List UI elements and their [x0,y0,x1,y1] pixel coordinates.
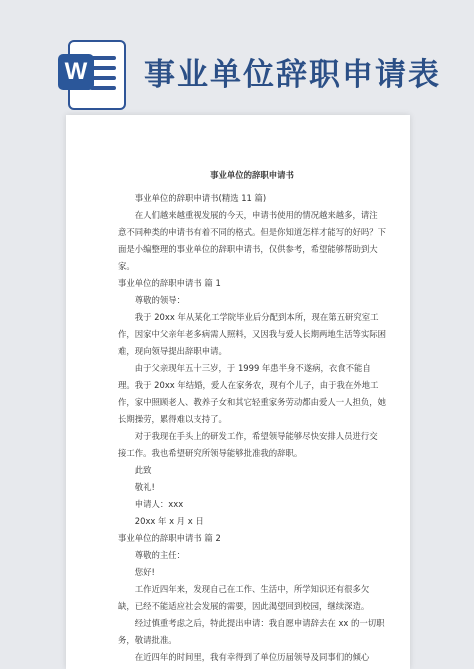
document-paragraph: 由于父亲现年五十三岁，于 1999 年患半身不遂病，衣食不能自理。我于 20xx 年结婚，爱人在家务农，现有个儿子，由于我在外地工作，家中照顾老人、教养子女和其它轻重家务劳动都由爱人一人担负，她长期操劳，累得难以支持了。 [118,363,386,424]
document-body [118,167,386,666]
document-paragraph: 您好! [134,567,155,577]
document-paragraph: 尊敬的主任： [134,550,186,560]
document-paragraph: 对于我现在手头上的研发工作，希望领导能够尽快安排人员进行交接工作。我也希望研究所领导能够批准我的辞职。 [118,431,378,458]
document-paragraph: 在人们越来越重视发展的今天，申请书使用的情况越来越多，请注意不同种类的申请书有着不同的格式。但是你知道怎样才能写的好吗？下面是小编整理的事业单位的辞职申请书，仅供参考，希望能够帮助到大家。 [118,210,386,271]
document-paragraph: 敬礼! [134,482,155,492]
document-paragraph: 在近四年的时间里，我有幸得到了单位历届领导及同事们的倾心 [134,652,370,662]
document-title: 事业单位的辞职申请书 [210,170,294,180]
section-heading: 事业单位的辞职申请书 篇 2 [118,533,221,543]
document-paragraph: 20xx 年 x 月 x 日 [134,516,204,526]
banner-title: 事业单位辞职申请表 [144,57,441,93]
word-badge [58,54,94,90]
document-paragraph: 工作近四年来，发现自己在工作、生活中，所学知识还有很多欠缺，已经不能适应社会发展的需要，因此渴望回到校园，继续深造。 [118,584,370,611]
document-paragraph: 我于 20xx 年从某化工学院毕业后分配到本所，现在第五研究室工作，因家中父亲年老多病需人照料，又因我与爱人长期两地生活等实际困难，现向领导提出辞职申请。 [118,312,386,356]
word-badge-letter: W [64,58,88,85]
document-paragraph: 申请人：xxx [134,499,184,509]
document-paragraph: 此致 [134,465,152,475]
word-document-icon [58,40,128,110]
document-paragraph: 事业单位的辞职申请书(精选 11 篇) [134,193,267,203]
document-paragraph: 尊敬的领导： [134,295,186,305]
banner-header [0,0,474,115]
section-heading: 事业单位的辞职申请书 篇 1 [118,278,221,288]
document-paragraph: 经过慎重考虑之后，特此提出申请：我自愿申请辞去在 xx 的一切职务，敬请批准。 [118,618,385,645]
document-page [66,115,410,669]
